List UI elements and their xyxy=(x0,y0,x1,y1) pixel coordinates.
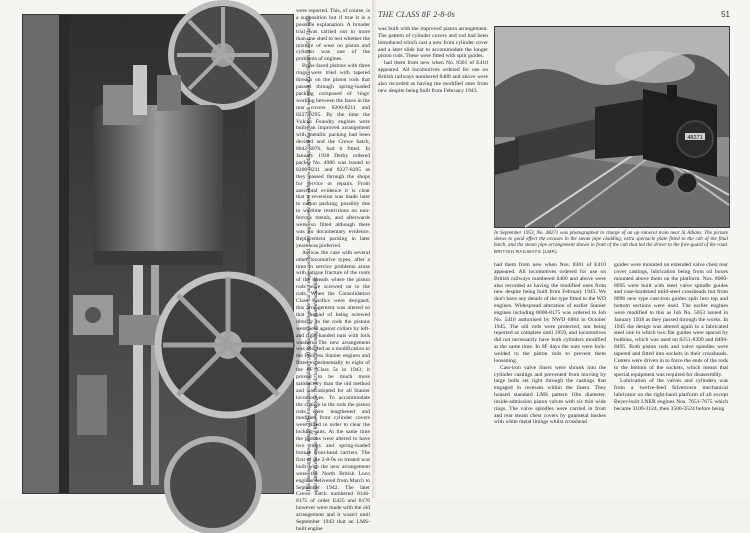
paragraph: were reported. This, of course, is a supposition but if true it is a possible explanation. A broader trial was carried out in more than one shed to test whether the mixture of wear on piston and cylinder was one of the problems of engines. xyxy=(296,8,370,63)
paragraph: guides were mounted on extended valve chest rear cover castings, lubrication being from oil boxes mounted above them on the platform. Nos. 8000-8095 were built with steel valve spindle guides and case-hardened mild-steel crossheads but from 8096 new type cast-iron guides split into top and bottom sections were used. The earlier engines were modified to this as Job No. 5053 issued in January 1938 as they passed through the works. In 1945 the design was altered again to a fabricated steel one in which two flat guides were spaced by bobbins, which was used on 8251-8399 and 8490-8495. Both piston rods and valve spindles were tapered and fitted into sockets in their crossheads. Cotters were driven in to force the ends of the rods to the bottom of the sockets, which meant that special equipment was required for disassembly. xyxy=(614,262,728,378)
locomotive-motion-illustration xyxy=(23,15,293,493)
cylinder-motion-photo xyxy=(22,14,294,494)
freight-train-illustration xyxy=(495,27,729,227)
left-page xyxy=(0,0,374,532)
locomotive-train-photo xyxy=(494,26,730,228)
right-page xyxy=(376,0,750,498)
left-photo-caption: This photograph shows details of the long piston rod, slidebars and motion with split guide-bar and single crosshead. Later engines were fitted with screw couplings, and the photograph was taken at Darlington in 1951. The valve gear fitted to this engine is of Walschaerts type; the lubricator on the framing drove from the union link. xyxy=(306,15,319,492)
smokebox-number: 48271 xyxy=(687,135,703,141)
paragraph: was built with the improved piston arrangement. The pattern of cylinder covers and rod had been introduced which cast a new front cylinder cover and a later slide bar to accommodate the longer piston rods. These were fitted with split guides. xyxy=(378,26,488,60)
right-photo-caption xyxy=(494,230,728,255)
paragraph: Cast-iron valve liners were shrunk into the cylinder castings and prevented from moving by large bolts set right through the castings that engaged in recesses within the liners. They housed standard LMS pattern 10in diameter, inside-admission piston valves with six thin wide rings. The valve spindles were carried in front and rear steam chest covers by gunmetal bushes with white metal linings whilst crosshead xyxy=(494,364,606,426)
right-page-column-a xyxy=(378,26,488,94)
paragraph: As was the case with several other locomotive types, after a time in service problems arose with fatigue fracture of the roots of the threads where the piston rods were screwed on to the rods. When the Consolidation Class Pacifics were designed, this arrangement was altered so that instead of being screwed directly to the rods the pistons were held against collars by left- and right-handed nuts with lock washers. The new arrangement was adopted as a modification to the Princess Stanier engines and fitted experimentally to eight of the 8F Class 5s in 1943; it proved to be much more satisfactory than the old method and was adopted for all Stanier locomotives. To accommodate the change in the rods the piston rods were lengthened and modified front cylinder covers were fitted in order to clear the locking nuts. At the same time the pistons were altered to have two rings and spring-loaded bronze front-head carriers. The first of the 2-8-0s so treated was built with the new arrangement were the North British Loco engines delivered from March to September 1942. The later Crewe batch numbered 8146-8175 of order E425 and 8176 however were made with the old arrangement and it wasn't until September 1943 that an LMS-built engine xyxy=(296,249,370,532)
right-page-column-b xyxy=(494,262,606,426)
running-head: THE CLASS 8F 2-8-0s xyxy=(378,10,455,19)
photo-credit: BRITISH RAILWAYS (LMR) xyxy=(494,248,557,254)
paragraph: had them from new when No. 8301 of E410 appeared. All locomotives ordered for use on British railways numbered 8400 and above were also recorded as having the modified ones from new despite being built from February 1943. xyxy=(378,60,488,94)
right-page-column-c xyxy=(614,262,728,413)
paragraph: had them from new when Nos. 8301 of E410 appeared. All locomotives ordered for use on British railways numbered 8400 and above were also recorded as having the modified ones from new despite being built from February 1943. We don't have any details of the type fitted to the WD engines. Widespread alteration of earlier Stanier engines including 8000-8175 was ordered to Job No. 5416 authorised by NWD 6884 in October 1945. The old rods were protected, not being reported as complete until 1959, and locomotives did not necessarily have both cylinders modified at the same time. In 8F days the nuts were lock-welded to the piston rods to prevent them loosening. xyxy=(494,262,606,364)
page-number: 51 xyxy=(721,10,730,19)
left-page-column xyxy=(296,8,370,533)
caption-text: In September 1953, No. 48271 was photographed in charge of an up mineral train near St Albans. The picture shows to good effect the excuses in the steam pipe cladding, extra spectacle plate fitted to the cab of the final batch, and the steam pipe arrangement shown in front of the cab that led the driver to the fore-guard of the road. xyxy=(494,230,728,249)
paragraph: Brass-faced pistons with three rings were tried with tapered threads on the piston rods that passed through spring-loaded packing composed of 'rings' working between the faces in the rear covers 8200-8211 and 8227-8295. By the time the Vulcan Foundry engines were built, an improved arrangement with metallic packing had been devised and the Crewe batch, 8042-8076, had it fitted. In January 1938 Derby ordered packs, No. 4986 was issued to 8200-8211 and 8227-8295 as they passed through the shops for service or repairs. From anecdotal evidence it is clear that a reversion was made later to cotton packing, possibly due to wartime restrictions on non-ferrous metals, and afterwards were so fitted although there was no documentary evidence. Replacement packing in later years was preferred. xyxy=(296,63,370,249)
paragraph: Lubrication of the valves and cylinders was from a twelve-feed Silvertown mechanical lubricator on the right-hand platform of all except Beyer-built LNER engines Nos. 7651-7675 which became 3100-3124, then 3500-3524 before being xyxy=(614,378,728,412)
